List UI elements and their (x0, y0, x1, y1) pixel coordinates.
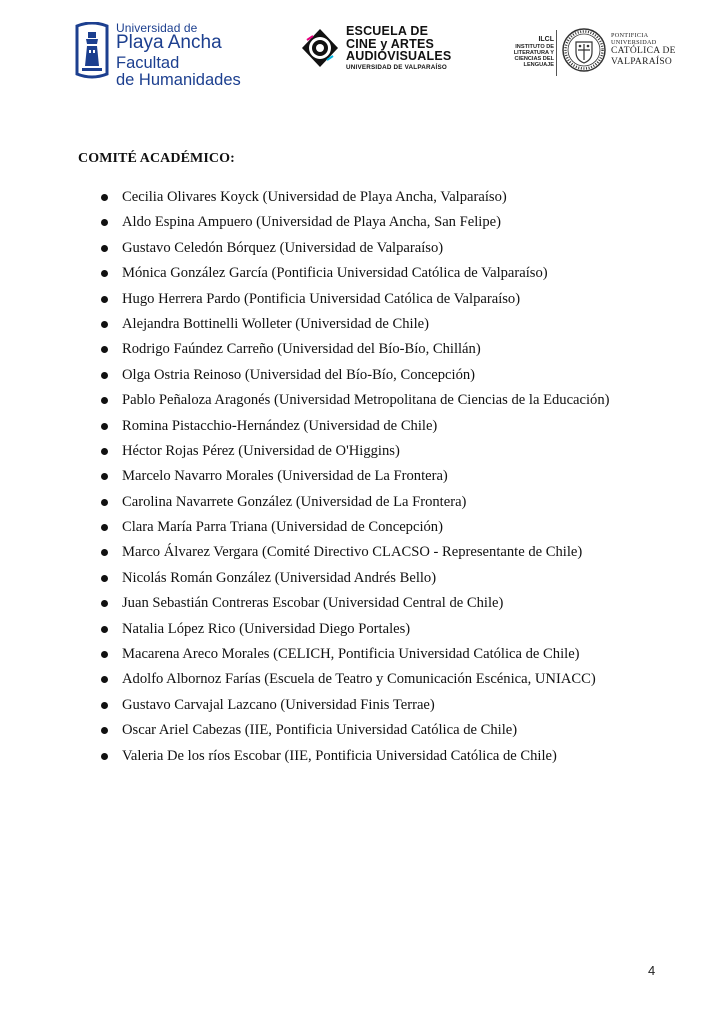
member-text: Valeria De los ríos Escobar (IIE, Pontificia Universidad Católica de Chile) (122, 747, 557, 764)
bullet-icon (101, 575, 108, 582)
page-header (0, 0, 725, 100)
list-item (0, 618, 610, 643)
member-text: Mónica González García (Pontificia Universidad Católica de Valparaíso) (122, 265, 548, 282)
bullet-icon (101, 245, 108, 252)
list-item (0, 491, 610, 516)
list-item (0, 237, 610, 262)
list-item (0, 719, 610, 744)
bullet-icon (101, 524, 108, 531)
upla-line3: Facultad (116, 54, 180, 72)
ilcl-logo (486, 36, 554, 68)
list-item (0, 364, 610, 389)
pucv-line2: UNIVERSIDAD (611, 38, 657, 46)
member-text: Rodrigo Faúndez Carreño (Universidad del Bío-Bío, Chillán) (122, 341, 481, 358)
list-item (0, 211, 610, 236)
member-text: Clara María Parra Triana (Universidad de Concepción) (122, 519, 443, 536)
bullet-icon (101, 499, 108, 506)
member-text: Aldo Espina Ampuero (Universidad de Playa Ancha, San Felipe) (122, 214, 501, 231)
list-item (0, 592, 610, 617)
member-text: Marcelo Navarro Morales (Universidad de La Frontera) (122, 468, 448, 485)
list-item (0, 389, 610, 414)
member-text: Gustavo Celedón Bórquez (Universidad de Valparaíso) (122, 239, 444, 256)
pucv-line1: PONTIFICIA (611, 31, 649, 39)
page-number: 4 (648, 963, 656, 978)
bullet-icon (101, 600, 108, 607)
bullet-icon (101, 219, 108, 226)
list-item (0, 694, 610, 719)
member-text: Pablo Peñaloza Aragonés (Universidad Metropolitana de Ciencias de la Educación) (122, 392, 610, 409)
list-item (0, 668, 610, 693)
member-text: Cecilia Olivares Koyck (Universidad de Playa Ancha, Valparaíso) (122, 189, 507, 205)
member-text: Marco Álvarez Vergara (Comité Directivo CLACSO - Representante de Chile) (122, 544, 583, 561)
university-seal-icon (561, 25, 607, 75)
list-item (0, 465, 610, 490)
list-item (0, 745, 610, 770)
member-text: Olga Ostria Reinoso (Universidad del Bío-Bío, Concepción) (122, 366, 476, 383)
list-item (0, 643, 610, 668)
bullet-icon (101, 473, 108, 480)
member-text: Natalia López Rico (Universidad Diego Portales) (122, 620, 411, 637)
ilcl-acronym: ILCL (538, 36, 554, 43)
member-text: Macarena Areco Morales (CELICH, Pontificia Universidad Católica de Chile) (122, 646, 580, 663)
list-item (0, 313, 610, 338)
bullet-icon (101, 727, 108, 734)
bullet-icon (101, 549, 108, 556)
bullet-icon (101, 397, 108, 404)
pucv-line3: CATÓLICA DE (611, 46, 676, 57)
member-text: Hugo Herrera Pardo (Pontificia Universidad Católica de Valparaíso) (122, 290, 521, 307)
bullet-icon (101, 346, 108, 353)
list-item (0, 415, 610, 440)
list-item (0, 262, 610, 287)
bullet-icon (101, 372, 108, 379)
cine-line1: ESCUELA DE (346, 24, 429, 38)
upla-line1: Universidad de (116, 21, 198, 35)
pucv-logo (561, 25, 676, 75)
bullet-icon (101, 676, 108, 683)
member-text: Adolfo Albornoz Farías (Escuela de Teatro y Comunicación Escénica, UNIACC) (122, 671, 596, 688)
logo-divider (556, 30, 557, 76)
bullet-icon (101, 702, 108, 709)
member-text: Carolina Navarrete González (Universidad de La Frontera) (122, 493, 467, 510)
bullet-icon (101, 626, 108, 633)
list-item (0, 338, 610, 363)
bullet-icon (101, 270, 108, 277)
list-item (0, 516, 610, 541)
bullet-icon (101, 194, 108, 201)
committee-members-list (0, 186, 610, 770)
member-text: Alejandra Bottinelli Wolleter (Universidad de Chile) (122, 315, 429, 332)
bullet-icon (101, 321, 108, 328)
ilcl-line3: CIENCIAS DEL (514, 55, 554, 62)
cine-logo (300, 25, 451, 71)
bullet-icon (101, 651, 108, 658)
member-text: Oscar Ariel Cabezas (IIE, Pontificia Universidad Católica de Chile) (122, 722, 518, 739)
cine-line4: UNIVERSIDAD DE VALPARAÍSO (346, 63, 447, 71)
section-title: COMITÉ ACADÉMICO: (78, 151, 235, 166)
upla-logo (74, 22, 241, 88)
ilcl-line1: INSTITUTO DE (515, 43, 554, 50)
ilcl-line4: LENGUAJE (523, 62, 554, 69)
list-item (0, 440, 610, 465)
bullet-icon (101, 448, 108, 455)
bullet-icon (101, 753, 108, 760)
list-item (0, 541, 610, 566)
cine-line3: AUDIOVISUALES (346, 49, 452, 63)
list-item (0, 567, 610, 592)
lighthouse-icon (74, 22, 110, 80)
list-item (0, 288, 610, 313)
bullet-icon (101, 423, 108, 430)
upla-line2: Playa Ancha (116, 32, 222, 53)
member-text: Gustavo Carvajal Lazcano (Universidad Finis Terrae) (122, 696, 435, 713)
cine-line2: CINE y ARTES (346, 36, 435, 51)
film-lens-icon (300, 28, 340, 68)
member-text: Juan Sebastián Contreras Escobar (Universidad Central de Chile) (122, 595, 504, 612)
upla-line4: de Humanidades (116, 70, 241, 89)
member-text: Héctor Rojas Pérez (Universidad de O'Higgins) (122, 442, 400, 459)
member-text: Romina Pistacchio-Hernández (Universidad de Chile) (122, 417, 438, 434)
ilcl-line2: LITERATURA Y (513, 49, 554, 56)
bullet-icon (101, 296, 108, 303)
pucv-line4: VALPARAÍSO (611, 56, 673, 67)
member-text: Nicolás Román González (Universidad Andrés Bello) (122, 569, 437, 586)
list-item (0, 186, 610, 211)
